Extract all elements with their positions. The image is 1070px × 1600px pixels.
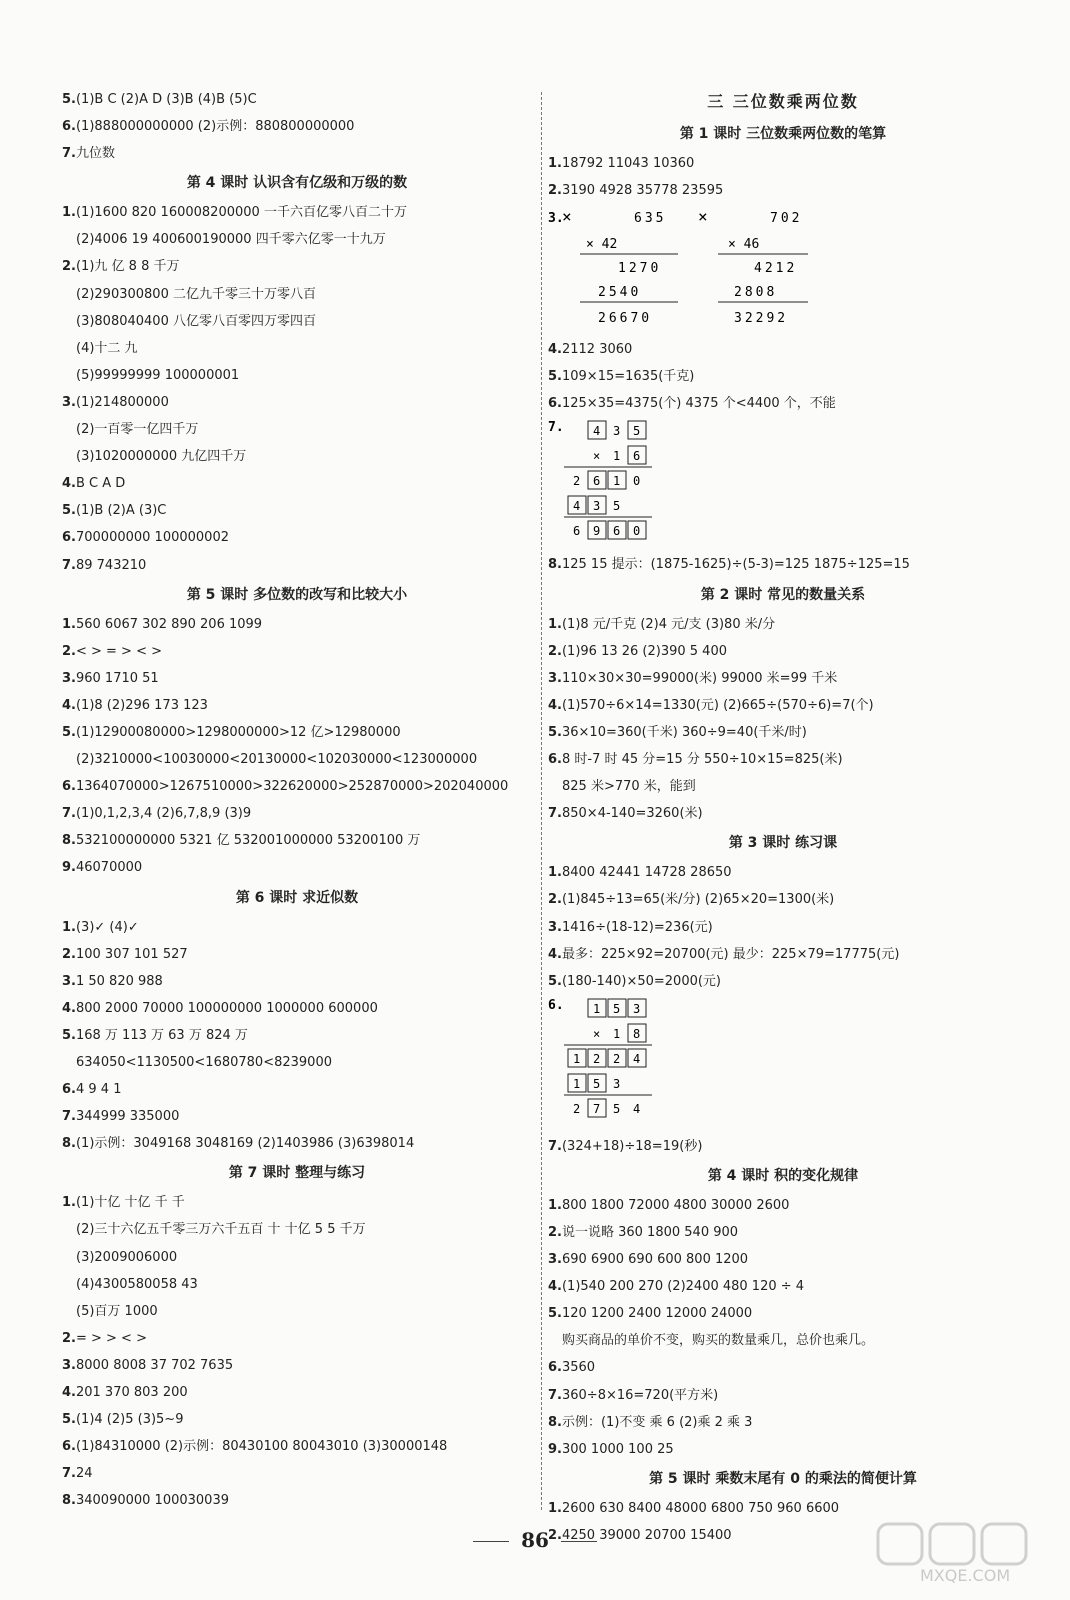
- answer-text: 120 1200 2400 12000 24000: [561, 1306, 753, 1322]
- item-number: 1.: [62, 919, 76, 935]
- answer-text: 36×10=360(千米) 360÷9=40(千米/时): [561, 724, 807, 740]
- answer-item: [62, 1103, 532, 1130]
- answer-item: [548, 1192, 1018, 1219]
- answer-subitem: [62, 416, 532, 443]
- answer-text: (180-140)×50=2000(元): [561, 973, 721, 989]
- answer-text: 825 米>770 米，能到: [562, 779, 696, 795]
- digit: 4: [573, 499, 581, 514]
- answer-text: 8400 42441 14728 28650: [561, 865, 732, 881]
- item-number: 6.: [62, 779, 76, 795]
- answer-item: [62, 1076, 532, 1103]
- item-number: 3.: [62, 394, 76, 410]
- answer-item: [62, 497, 532, 524]
- answer-subitem: [62, 226, 532, 253]
- answer-item: [548, 1409, 1018, 1436]
- item-number: 1.: [548, 1197, 562, 1213]
- answer-list: [548, 859, 1018, 994]
- answer-list: [548, 611, 1018, 828]
- answer-item: [62, 1460, 532, 1487]
- item-number: 7.: [548, 806, 562, 822]
- digit: 0: [633, 524, 641, 539]
- answer-text: (1)B (2)A (3)C: [75, 503, 167, 519]
- answer-text: 购买商品的单价不变，购买的数量乘几，总价也乘几。: [562, 1333, 875, 1349]
- item-number: 4.: [62, 1385, 76, 1401]
- answer-text: (1)570÷6×14=1330(元) (2)665÷(570÷6)=7(个): [561, 697, 874, 713]
- answer-text: (1)96 13 26 (2)390 5 400: [561, 643, 727, 659]
- item-number: 9.: [548, 1441, 562, 1457]
- item-number: 7.: [62, 146, 76, 162]
- answer-item: [548, 1219, 1018, 1246]
- answer-text: < > = > < >: [75, 643, 163, 659]
- answer-item: 5.109×15=1635(千克): [548, 369, 695, 385]
- item-number: 3.: [548, 670, 562, 686]
- digit: 6: [573, 524, 581, 539]
- partial-product: 2808: [734, 285, 778, 301]
- answer-text: 800 1800 72000 4800 30000 2600: [561, 1197, 790, 1213]
- item-number: 3.: [548, 211, 564, 227]
- answer-item: [62, 552, 532, 579]
- answer-item: 1.18792 11043 10360: [548, 156, 695, 171]
- answer-text: (1)540 200 270 (2)2400 480 120 ÷ 4: [561, 1279, 805, 1295]
- page-dash: [473, 1541, 509, 1542]
- answer-text: (4)十二 九: [76, 340, 138, 356]
- answer-item: [548, 968, 1018, 995]
- digit: 4: [633, 1101, 641, 1116]
- lesson-heading: 第 3 课时 练习课: [728, 835, 838, 852]
- answer-item: [548, 611, 1018, 638]
- lesson-heading: 第 4 课时 认识含有亿级和万级的数: [186, 175, 408, 192]
- digit: 3: [633, 1001, 641, 1016]
- item-number: 2.: [548, 892, 562, 908]
- answer-item: [62, 1325, 532, 1352]
- answer-text: 690 6900 690 600 800 1200: [561, 1252, 749, 1268]
- answer-text: (1)8 (2)296 173 123: [75, 697, 208, 713]
- answer-text: 1416÷(18-12)=236(元): [561, 919, 713, 935]
- answer-text: (1)4 (2)5 (3)5~9: [75, 1412, 184, 1428]
- answer-text: 46070000: [75, 860, 143, 876]
- answer-text: 说一说略 360 1800 540 900: [561, 1224, 739, 1240]
- product: 26670: [598, 311, 653, 327]
- digit: 5: [613, 499, 621, 514]
- answer-item: [62, 470, 532, 497]
- right-column: [548, 86, 1018, 1549]
- answer-item: [548, 914, 1018, 941]
- answer-item: [62, 638, 532, 665]
- answer-item: [62, 113, 532, 140]
- lesson-heading: 第 2 课时 常见的数量关系: [700, 586, 866, 603]
- answer-item: [548, 941, 1018, 968]
- answer-item: [62, 692, 532, 719]
- page-dash: [561, 1541, 597, 1542]
- answer-text: 4 9 4 1: [75, 1082, 122, 1098]
- item-number: 2.: [62, 1330, 76, 1346]
- item-number: 1.: [62, 205, 76, 221]
- answer-item: 8.125 15 提示：(1875-1625)÷(5-3)=125 1875÷125=15: [548, 557, 910, 573]
- answer-item: [62, 854, 532, 881]
- answer-text: (1)十亿 十亿 千 千: [75, 1195, 185, 1211]
- answer-subitem: [62, 281, 532, 308]
- answer-item: [62, 524, 532, 551]
- answer-item: [62, 995, 532, 1022]
- digit: 3: [613, 424, 621, 439]
- answer-subitem: [62, 746, 532, 773]
- partial-product: 1270: [618, 261, 662, 277]
- answer-text: (1)示例：3049168 3048169 (2)1403986 (3)6398014: [75, 1136, 415, 1152]
- answer-text: 8 时-7 时 45 分=15 分 550÷10×15=825(米): [561, 752, 843, 768]
- item-number: 3.: [548, 919, 562, 935]
- digit: 1: [613, 449, 621, 464]
- answer-text: (2)4006 19 400600190000 四千零六亿零一十九万: [76, 232, 386, 248]
- item-number: 5.: [62, 503, 76, 519]
- answer-text: 1 50 820 988: [75, 973, 163, 989]
- item-number: 6.: [62, 1082, 76, 1098]
- answer-text: 700000000 100000002: [75, 530, 229, 546]
- answer-item: [62, 1487, 532, 1514]
- answer-text: (1)1600 820 160008200000 一千六百亿零八百二十万: [75, 205, 407, 221]
- answer-text: (1)九 亿 8 8 千万: [75, 259, 180, 275]
- answer-text: (3)✓ (4)✓: [75, 919, 139, 935]
- item-number: 7.: [548, 1138, 562, 1154]
- answer-text: 960 1710 51: [75, 670, 159, 686]
- answer-text: B C A D: [75, 476, 126, 492]
- item-number: 1.: [548, 616, 562, 632]
- item-number: 4.: [548, 697, 562, 713]
- item-number: 5.: [548, 1306, 562, 1322]
- answer-subitem: [62, 335, 532, 362]
- item-number: 2.: [62, 259, 76, 275]
- digit: 3: [593, 499, 601, 514]
- answer-item: 6.125×35=4375(个) 4375 个<4400 个，不能: [548, 396, 836, 412]
- digit: 7: [593, 1101, 601, 1116]
- item-number: 3.: [548, 1252, 562, 1268]
- item-number: 5.: [62, 1412, 76, 1428]
- answer-text: (5)99999999 100000001: [76, 367, 240, 383]
- answer-subitem: [62, 1244, 532, 1271]
- lesson-heading: 第 1 课时 三位数乘两位数的笔算: [679, 126, 887, 142]
- digit: 2: [613, 1051, 621, 1066]
- answer-subitem: [62, 1298, 532, 1325]
- column-divider: [541, 92, 542, 1510]
- answer-text: 100 307 101 527: [75, 946, 188, 962]
- answer-text: (1)B C (2)A D (3)B (4)B (5)C: [75, 92, 257, 107]
- answer-text: 634050<1130500<1680780<8239000: [76, 1055, 332, 1070]
- digit: 1: [593, 1001, 601, 1016]
- answer-text: (3)1020000000 九亿四千万: [76, 449, 247, 465]
- item-number: 7.: [62, 557, 76, 573]
- answer-subitem: [62, 308, 532, 335]
- answer-item: [548, 1327, 1018, 1354]
- item-number: 2.: [62, 946, 76, 962]
- digit: 5: [593, 1076, 601, 1091]
- item-number: 3.: [62, 1357, 76, 1373]
- item-number: 5.: [548, 724, 562, 740]
- item-number: 5.: [62, 724, 76, 740]
- answer-item: [548, 1246, 1018, 1273]
- answer-text: = > > < >: [75, 1330, 147, 1346]
- item-number: 8.: [62, 833, 76, 849]
- answer-text: 九位数: [75, 146, 115, 162]
- answer-item: [62, 389, 532, 416]
- answer-subitem: [62, 1271, 532, 1298]
- answer-item: [62, 1352, 532, 1379]
- answer-text: 2600 630 8400 48000 6800 750 960 6600: [561, 1500, 840, 1516]
- left-column: [62, 86, 532, 1515]
- item-number: 7.: [548, 420, 564, 436]
- answer-subitem: [62, 1216, 532, 1243]
- multiplier: × 42: [586, 237, 618, 253]
- item-number: 6.: [548, 1360, 562, 1376]
- answer-text: 24: [75, 1466, 93, 1482]
- digit: 5: [613, 1001, 621, 1016]
- chapter-title: 三 三位数乘两位数: [707, 92, 859, 111]
- digit: 1: [613, 1026, 621, 1041]
- answer-text: 360÷8×16=720(平方米): [561, 1387, 719, 1403]
- answer-item: [548, 1436, 1018, 1463]
- digit: 1: [573, 1076, 581, 1091]
- digit: 2: [573, 474, 581, 489]
- item-number: 4.: [62, 697, 76, 713]
- item-number: 8.: [548, 1414, 562, 1430]
- digit: 6: [613, 524, 621, 539]
- answer-item: [548, 1354, 1018, 1381]
- answer-text: 1364070000>1267510000>322620000>252870000>202040000: [75, 779, 509, 795]
- product: 32292: [734, 311, 789, 327]
- item-number: 4.: [62, 476, 76, 492]
- answer-text: (1)84310000 (2)示例：80430100 80043010 (3)30000148: [75, 1439, 448, 1455]
- answer-item: [548, 692, 1018, 719]
- digit: 6: [593, 474, 601, 489]
- answer-item: [548, 638, 1018, 665]
- answer-item: [62, 827, 532, 854]
- answer-subitem: [62, 362, 532, 389]
- answer-item: [548, 886, 1018, 913]
- answer-text: (1)888000000000 (2)示例：880800000000: [75, 119, 355, 135]
- digit: 3: [613, 1076, 621, 1091]
- item-number: 6.: [62, 119, 76, 135]
- multiplier: × 46: [728, 237, 760, 253]
- item-number: 1.: [62, 616, 76, 632]
- answer-subitem: [62, 1049, 532, 1076]
- answer-text: (3)808040400 八亿零八百零四万零四百: [76, 313, 316, 329]
- digit: ×: [593, 449, 601, 464]
- digit: 2: [593, 1051, 601, 1066]
- answer-item: [62, 914, 532, 941]
- digit-box-multiplication: [548, 417, 1018, 551]
- item-number: 7.: [62, 1466, 76, 1482]
- answer-item: [62, 773, 532, 800]
- partial-product: 4212: [754, 261, 798, 277]
- answer-subitem: [62, 443, 532, 470]
- answer-item: [548, 773, 1018, 800]
- answer-text: 3560: [561, 1360, 596, 1376]
- answer-item: [62, 253, 532, 280]
- digit: 4: [633, 1051, 641, 1066]
- digit: 0: [633, 474, 641, 489]
- item-number: 5.: [62, 92, 76, 107]
- partial-product: 2540: [598, 285, 642, 301]
- multiplicand: 702: [770, 211, 803, 227]
- answer-item: [548, 1300, 1018, 1327]
- answer-text: 示例：(1)不变 乘 6 (2)乘 2 乘 3: [561, 1414, 753, 1430]
- answer-text: (1)845÷13=65(米/分) (2)65×20=1300(米): [561, 892, 835, 908]
- answer-item: [62, 800, 532, 827]
- answer-text: (2)三十六亿五千零三万六千五百 十 十亿 5 5 千万: [76, 1222, 366, 1238]
- answer-text: (1)8 元/千克 (2)4 元/支 (3)80 米/分: [561, 616, 776, 632]
- answer-item: [548, 1273, 1018, 1300]
- answer-item: [62, 1022, 532, 1049]
- item-number: 2.: [62, 643, 76, 659]
- item-number: 2.: [548, 643, 562, 659]
- page-number: 86: [0, 1528, 1070, 1552]
- lesson-heading: 第 6 课时 求近似数: [235, 889, 359, 906]
- answer-item: [548, 746, 1018, 773]
- item-number: 7.: [62, 806, 76, 822]
- digit: 8: [633, 1026, 641, 1041]
- item-number: 2.: [548, 1224, 562, 1240]
- answer-item: [548, 800, 1018, 827]
- answer-text: (2)3210000<10030000<20130000<102030000<123000000: [76, 752, 478, 768]
- vertical-multiplication: [548, 204, 1018, 336]
- answer-text: 168 万 113 万 63 万 824 万: [75, 1027, 248, 1043]
- item-number: 5.: [62, 1027, 76, 1043]
- item-number: 4.: [548, 1279, 562, 1295]
- answer-text: (2)一百零一亿四千万: [76, 422, 199, 438]
- answer-item: [62, 1130, 532, 1157]
- digit: 4: [593, 424, 601, 439]
- answer-text: 4250 39000 20700 15400: [561, 1527, 732, 1543]
- answer-text: 89 743210: [75, 557, 147, 573]
- cross-mark: ×: [698, 207, 708, 227]
- item-number: 1.: [62, 1195, 76, 1211]
- answer-text: 110×30×30=99000(米) 99000 米=99 千米: [561, 670, 838, 686]
- answer-text: 8000 8008 37 702 7635: [75, 1357, 234, 1373]
- item-number: 7.: [548, 1387, 562, 1403]
- cross-mark: ×: [562, 207, 572, 227]
- answer-text: (5)百万 1000: [76, 1303, 158, 1319]
- digit: 6: [633, 449, 641, 464]
- answer-text: 850×4-140=3260(米): [561, 806, 703, 822]
- answer-item: [62, 140, 532, 167]
- answer-item: [62, 1433, 532, 1460]
- answer-text: 201 370 803 200: [75, 1385, 188, 1401]
- answer-item: [62, 968, 532, 995]
- item-number: 8.: [62, 1493, 76, 1509]
- answer-list: [548, 1133, 1018, 1160]
- answer-text: 560 6067 302 890 206 1099: [75, 616, 263, 632]
- answer-text: (324+18)÷18=19(秒): [561, 1138, 703, 1154]
- answer-item: [62, 1406, 532, 1433]
- item-number: 4.: [62, 1000, 76, 1016]
- answer-item: [548, 665, 1018, 692]
- answer-text: 300 1000 100 25: [561, 1441, 674, 1457]
- answer-item: [62, 719, 532, 746]
- answer-list: [548, 1192, 1018, 1463]
- multiplicand: 635: [634, 211, 667, 227]
- item-number: 6.: [62, 530, 76, 546]
- lesson-heading: 第 5 课时 多位数的改写和比较大小: [186, 586, 408, 603]
- digit: 9: [593, 524, 601, 539]
- answer-text: 800 2000 70000 100000000 1000000 600000: [75, 1000, 378, 1016]
- item-number: 8.: [62, 1136, 76, 1152]
- answer-item: [62, 665, 532, 692]
- answer-item: [62, 199, 532, 226]
- item-number: 7.: [62, 1109, 76, 1125]
- digit: ×: [593, 1026, 601, 1041]
- answer-text: (2)290300800 二亿九千零三十万零八百: [76, 286, 316, 302]
- answer-text: (1)214800000: [75, 394, 169, 410]
- answer-item: [548, 1382, 1018, 1409]
- digit: 1: [573, 1051, 581, 1066]
- digit-box-multiplication: [548, 995, 1018, 1133]
- item-number: 1.: [548, 1500, 562, 1516]
- digit: 1: [613, 474, 621, 489]
- item-number: 9.: [62, 860, 76, 876]
- item-number: 3.: [62, 670, 76, 686]
- answer-item: [548, 859, 1018, 886]
- watermark-text: MXQE.COM: [920, 1566, 1011, 1585]
- answer-item: [62, 86, 532, 113]
- answer-text: (3)2009006000: [76, 1249, 178, 1265]
- item-number: 2.: [548, 1527, 562, 1543]
- answer-item: 2.3190 4928 35778 23595: [548, 183, 724, 199]
- item-number: 6.: [548, 997, 564, 1013]
- answer-item: 4.2112 3060: [548, 342, 633, 358]
- item-number: 6.: [62, 1439, 76, 1455]
- item-number: 4.: [548, 946, 562, 962]
- item-number: 1.: [548, 865, 562, 881]
- answer-item: [548, 1133, 1018, 1160]
- answer-text: (4)4300580058 43: [76, 1276, 198, 1292]
- digit: 5: [633, 424, 641, 439]
- item-number: 5.: [548, 973, 562, 989]
- lesson-heading: 第 7 课时 整理与练习: [228, 1165, 366, 1182]
- answer-text: 344999 335000: [75, 1109, 180, 1125]
- answer-text: (1)12900080000>1298000000>12 亿>12980000: [75, 724, 401, 740]
- answer-text: 340090000 100030039: [75, 1493, 229, 1509]
- answer-text: 532100000000 5321 亿 532001000000 53200100 万: [75, 833, 421, 849]
- answer-item: [62, 611, 532, 638]
- answer-item: [62, 1379, 532, 1406]
- digit: 5: [613, 1101, 621, 1116]
- answer-text: (1)0,1,2,3,4 (2)6,7,8,9 (3)9: [75, 806, 252, 822]
- lesson-heading: 第 4 课时 积的变化规律: [707, 1167, 859, 1184]
- answer-item: [62, 1189, 532, 1216]
- item-number: 3.: [62, 973, 76, 989]
- lesson-heading: 第 5 课时 乘数末尾有 0 的乘法的简便计算: [649, 1470, 917, 1487]
- digit: 2: [573, 1101, 581, 1116]
- item-number: 6.: [548, 752, 562, 768]
- answer-item: [548, 719, 1018, 746]
- answer-text: 最多：225×92=20700(元) 最少：225×79=17775(元): [561, 946, 900, 962]
- answer-item: [62, 941, 532, 968]
